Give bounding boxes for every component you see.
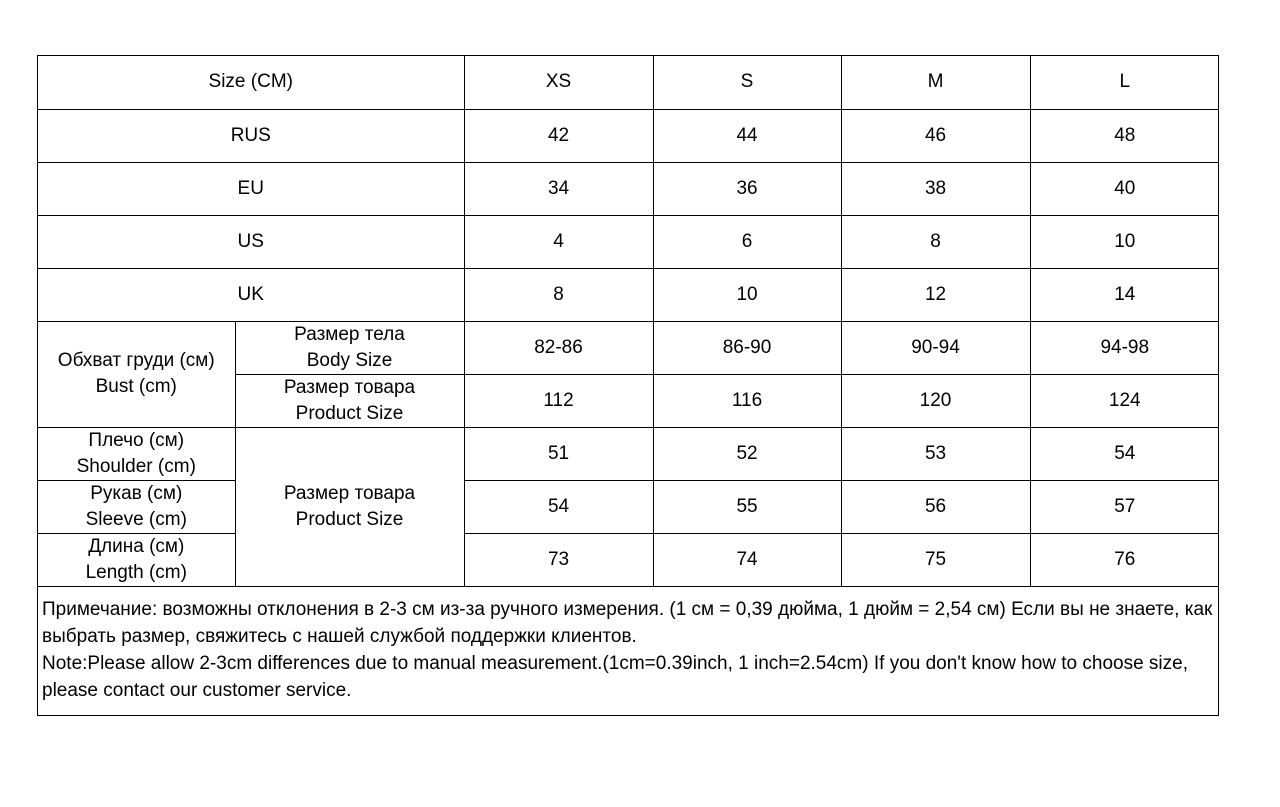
length-label <box>38 533 235 586</box>
body-size-label <box>235 321 464 374</box>
table-cell: 73 <box>464 533 653 586</box>
table-cell: 44 <box>653 109 841 162</box>
table-cell: 48 <box>1030 109 1219 162</box>
size-header-s: S <box>653 56 841 109</box>
product-size-group-label-en: Product Size <box>295 508 404 530</box>
table-cell: 36 <box>653 162 841 215</box>
length-label-ru: Длина (см) <box>88 535 185 557</box>
size-header-l: L <box>1030 56 1219 109</box>
table-row <box>38 162 1219 215</box>
table-cell: 46 <box>841 109 1030 162</box>
row-label-rus: RUS <box>38 109 464 162</box>
size-header-label: Size (CM) <box>38 56 464 109</box>
shoulder-label <box>38 427 235 480</box>
size-header-xs: XS <box>464 56 653 109</box>
sleeve-label <box>38 480 235 533</box>
table-cell: 4 <box>464 215 653 268</box>
bust-product-size-label <box>235 374 464 427</box>
table-cell: 76 <box>1030 533 1219 586</box>
table-cell: 116 <box>653 374 841 427</box>
body-size-label-ru: Размер тела <box>294 323 405 345</box>
product-size-group-label <box>235 427 464 586</box>
note-section <box>38 584 1218 704</box>
row-label-uk: UK <box>38 268 464 321</box>
sleeve-label-ru: Рукав (см) <box>90 482 183 504</box>
table-cell: 8 <box>841 215 1030 268</box>
table-row <box>38 480 1219 533</box>
shoulder-label-ru: Плечо (см) <box>88 429 185 451</box>
table-cell: 120 <box>841 374 1030 427</box>
row-label-eu: EU <box>38 162 464 215</box>
table-row <box>38 533 1219 586</box>
table-cell: 52 <box>653 427 841 480</box>
row-label-us: US <box>38 215 464 268</box>
size-table <box>38 56 1219 587</box>
table-row <box>38 109 1219 162</box>
product-size-group-label-ru: Размер товара <box>283 482 416 504</box>
table-cell: 75 <box>841 533 1030 586</box>
table-cell: 10 <box>1030 215 1219 268</box>
size-chart <box>37 55 1219 716</box>
table-cell: 124 <box>1030 374 1219 427</box>
table-cell: 8 <box>464 268 653 321</box>
bust-label <box>38 321 235 427</box>
size-header-m: M <box>841 56 1030 109</box>
table-cell: 10 <box>653 268 841 321</box>
table-cell: 38 <box>841 162 1030 215</box>
bust-label-ru: Обхват груди (см) <box>57 350 215 371</box>
note-text-ru: Примечание: возможны отклонения в 2-3 см из-за ручного измерения. (1 см = 0,39 дюйма, 1 дюйм = 2,54 см) Если вы не знаете, как выбрать размер, свяжитесь с нашей службой поддержки клиентов. <box>42 599 1213 647</box>
table-cell: 40 <box>1030 162 1219 215</box>
length-label-en: Length (cm) <box>85 561 187 583</box>
table-cell: 82-86 <box>464 321 653 374</box>
table-cell: 6 <box>653 215 841 268</box>
table-cell: 112 <box>464 374 653 427</box>
note-text-en: Note:Please allow 2-3cm differences due to manual measurement.(1cm=0.39inch, 1 inch=2.54cm) If you don't know how to choose size, please contact our customer service. <box>42 653 1189 701</box>
shoulder-label-en: Shoulder (cm) <box>76 455 196 477</box>
table-cell: 86-90 <box>653 321 841 374</box>
table-row <box>38 321 1219 374</box>
table-cell: 51 <box>464 427 653 480</box>
table-row <box>38 215 1219 268</box>
bust-product-size-label-en: Product Size <box>295 402 404 424</box>
bust-label-en: Bust (cm) <box>95 376 177 397</box>
table-cell: 74 <box>653 533 841 586</box>
table-cell: 34 <box>464 162 653 215</box>
table-cell: 57 <box>1030 480 1219 533</box>
table-cell: 94-98 <box>1030 321 1219 374</box>
table-cell: 14 <box>1030 268 1219 321</box>
table-row <box>38 427 1219 480</box>
table-cell: 55 <box>653 480 841 533</box>
table-cell: 54 <box>1030 427 1219 480</box>
table-cell: 12 <box>841 268 1030 321</box>
sleeve-label-en: Sleeve (cm) <box>85 508 187 530</box>
table-cell: 56 <box>841 480 1030 533</box>
table-cell: 54 <box>464 480 653 533</box>
table-header-row <box>38 56 1219 109</box>
table-row <box>38 268 1219 321</box>
table-cell: 90-94 <box>841 321 1030 374</box>
table-cell: 53 <box>841 427 1030 480</box>
table-cell: 42 <box>464 109 653 162</box>
body-size-label-en: Body Size <box>306 349 393 371</box>
bust-product-size-label-ru: Размер товара <box>283 376 416 398</box>
